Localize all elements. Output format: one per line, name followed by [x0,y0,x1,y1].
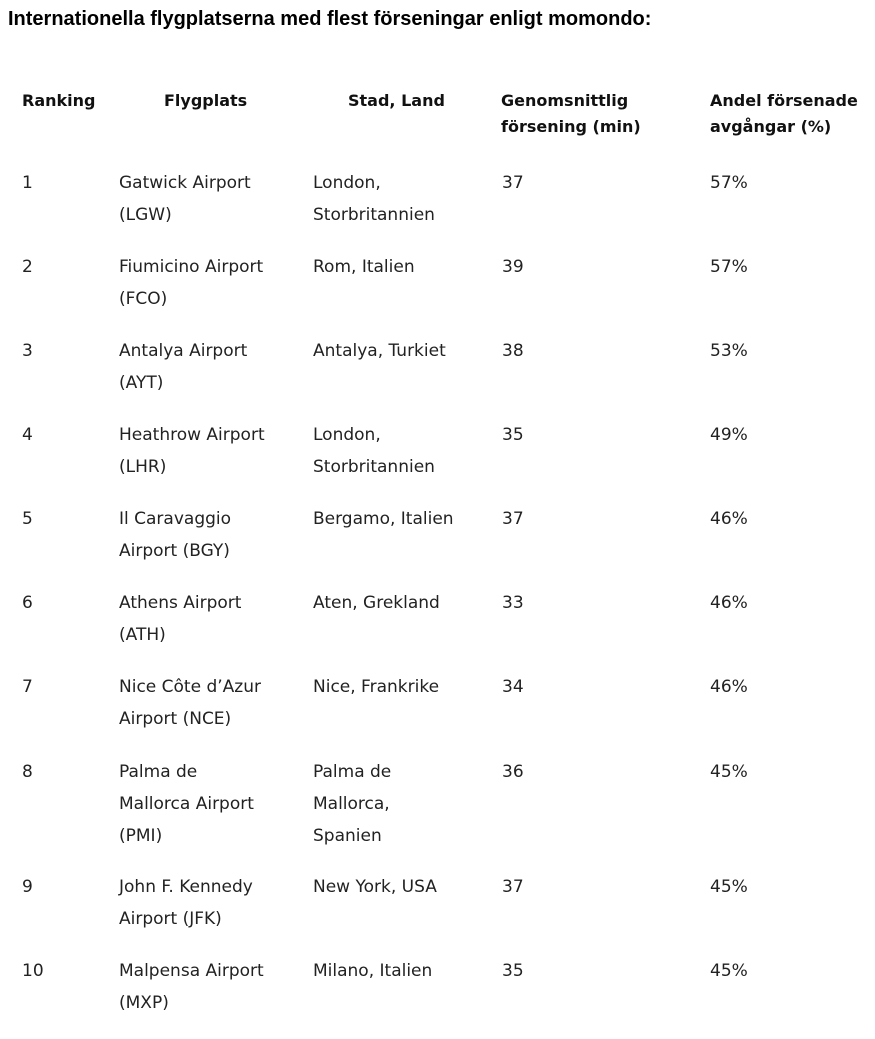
city-cell-line: Nice, Frankrike [313,677,440,697]
share-cell: 45% [710,961,748,981]
city-cell-line: Palma de [313,762,392,782]
airport-cell-line: Antalya Airport [119,341,248,361]
rank-cell: 1 [22,173,33,193]
header-airport: Flygplats [164,91,248,110]
city-cell-line: Spanien [313,826,382,846]
table-row [0,251,875,335]
delay-cell: 37 [502,509,524,529]
table-row [0,587,875,671]
airport-cell-line: (FCO) [119,289,168,309]
delay-cell: 37 [502,877,524,897]
airport-cell-line: Mallorca Airport [119,794,254,814]
airport-cell-line: Fiumicino Airport [119,257,264,277]
delay-cell: 34 [502,677,524,697]
airport-cell-line: (LGW) [119,205,172,225]
rank-cell: 4 [22,425,33,445]
city-cell-line: Milano, Italien [313,961,433,981]
city-cell-line: Mallorca, [313,794,390,814]
city-cell [313,503,454,535]
header-share-delayed [710,88,858,140]
delay-cell: 36 [502,762,524,782]
city-cell-line: London, [313,425,381,445]
delay-cell: 33 [502,593,524,613]
header-share-delayed-line: avgångar (%) [710,117,832,136]
table-row [0,167,875,251]
city-cell-line: Rom, Italien [313,257,415,277]
city-cell [313,756,391,852]
header-ranking: Ranking [22,91,96,110]
share-cell: 49% [710,425,748,445]
airport-cell-line: (MXP) [119,993,169,1013]
airport-cell [119,955,264,1019]
share-cell: 57% [710,173,748,193]
city-cell-line: London, [313,173,381,193]
airport-cell-line: Malpensa Airport [119,961,264,981]
airport-cell [119,167,251,231]
city-cell-line: Storbritannien [313,205,435,225]
airport-cell-line: Airport (JFK) [119,909,222,929]
airport-cell-line: Il Caravaggio [119,509,232,529]
table-row [0,419,875,503]
rank-cell: 5 [22,509,33,529]
airport-cell-line: (ATH) [119,625,166,645]
city-cell [313,419,435,483]
rank-cell: 10 [22,961,44,981]
header-share-delayed-line: Andel försenade [710,91,858,110]
share-cell: 53% [710,341,748,361]
rank-cell: 7 [22,677,33,697]
rank-cell: 3 [22,341,33,361]
city-cell [313,871,437,903]
airport-cell [119,756,254,852]
delay-cell: 37 [502,173,524,193]
city-cell [313,955,432,987]
airport-cell [119,671,261,735]
rank-cell: 9 [22,877,33,897]
delay-cell: 35 [502,961,524,981]
share-cell: 46% [710,593,748,613]
table-row [0,955,875,1039]
airport-cell-line: (PMI) [119,826,163,846]
airport-cell-line: Athens Airport [119,593,242,613]
city-cell [313,251,415,283]
airport-cell [119,335,247,399]
city-cell-line: Bergamo, Italien [313,509,454,529]
share-cell: 45% [710,762,748,782]
share-cell: 45% [710,877,748,897]
city-cell-line: Aten, Grekland [313,593,440,613]
airport-cell-line: Airport (NCE) [119,709,232,729]
airport-cell [119,587,241,651]
share-cell: 46% [710,677,748,697]
city-cell-line: Storbritannien [313,457,435,477]
airport-cell-line: (LHR) [119,457,167,477]
delay-cell: 39 [502,257,524,277]
airport-cell-line: John F. Kennedy [119,877,253,897]
city-cell [313,335,446,367]
airport-cell-line: Palma de [119,762,198,782]
delay-cell: 38 [502,341,524,361]
rank-cell: 8 [22,762,33,782]
table-row [0,871,875,955]
airport-cell-line: (AYT) [119,373,164,393]
airport-cell-line: Gatwick Airport [119,173,251,193]
airport-cell-line: Heathrow Airport [119,425,265,445]
delay-cell: 35 [502,425,524,445]
airport-cell [119,503,231,567]
rank-cell: 2 [22,257,33,277]
share-cell: 46% [710,509,748,529]
city-cell [313,587,440,619]
table-row [0,756,875,846]
city-cell [313,671,439,703]
rank-cell: 6 [22,593,33,613]
header-average-delay [501,88,641,140]
city-cell-line: New York, USA [313,877,437,897]
airport-cell [119,419,265,483]
table-row [0,335,875,419]
table-row [0,503,875,587]
header-city-country: Stad, Land [348,91,445,110]
table-row [0,671,875,755]
header-average-delay-line: försening (min) [501,117,641,136]
city-cell-line: Antalya, Turkiet [313,341,446,361]
airport-cell-line: Nice Côte d’Azur [119,677,261,697]
airport-cell-line: Airport (BGY) [119,541,230,561]
header-average-delay-line: Genomsnittlig [501,91,629,110]
city-cell [313,167,435,231]
page-title: Internationella flygplatserna med flest förseningar enligt momondo: [8,8,652,30]
airport-cell [119,871,253,935]
airport-cell [119,251,263,315]
share-cell: 57% [710,257,748,277]
